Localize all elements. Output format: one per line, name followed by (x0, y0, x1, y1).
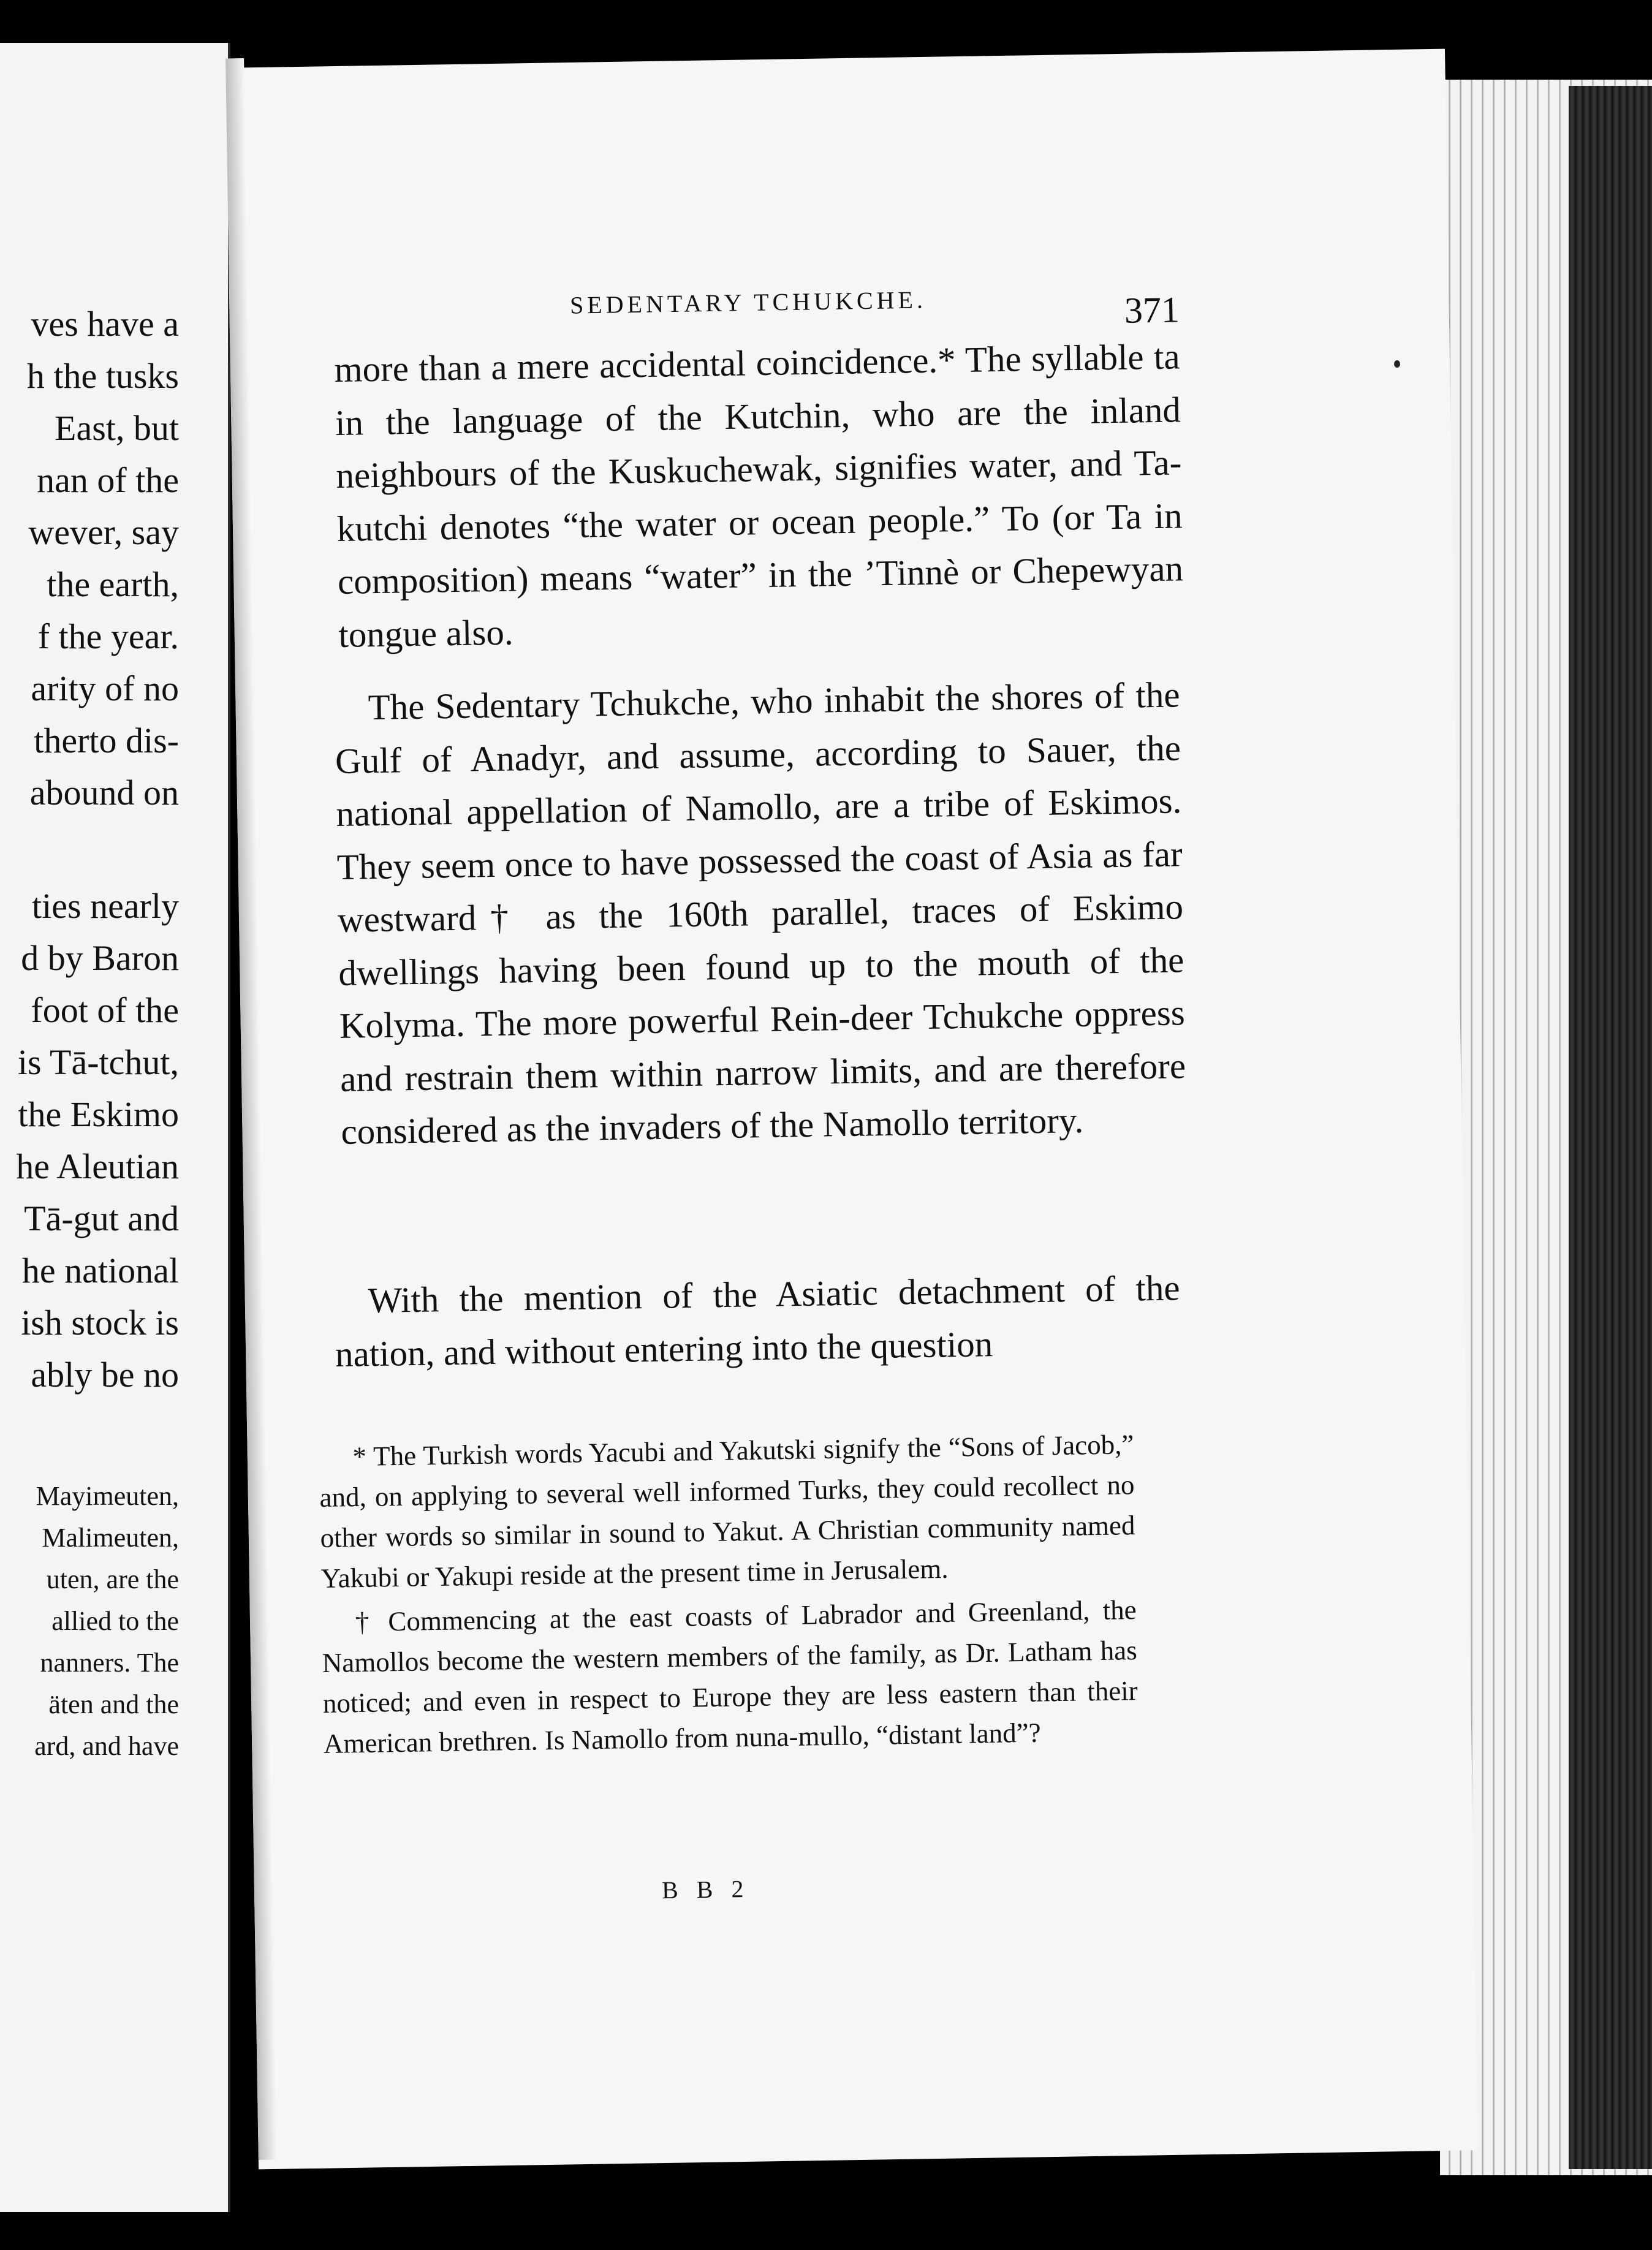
left-page-line: ish stock is (21, 1303, 179, 1343)
left-page-note-line: äten and the (48, 1689, 179, 1719)
left-page-line: Tā-gut and (24, 1199, 179, 1238)
signature-mark: B B 2 (661, 1874, 750, 1904)
left-page-line: he Aleutian (16, 1146, 179, 1186)
body-paragraph-2-text: The Sedentary Tchukche, who inhabit the shores of the Gulf of Anadyr, and assume, according to Sauer, the national appellation of Namollo, are a tribe of Eskimos. They seem once to have possessed the coast of Asia as far westward† as the 160th parallel, traces of Eskimo dwellings having been found up to the mouth of the Kolyma. The more powerful Rein-deer Tchukche oppress and restrain them within narrow limits, and are therefore considered as the invaders of the Namollo territory. (335, 674, 1186, 1152)
left-page-line: the Eskimo (18, 1094, 179, 1134)
footnote-2: † Commencing at the east coasts of Labrador and Greenland, the Namollos become the western members of the family, as Dr. Latham has noticed; and even in respect to Europe they are less eastern than their American brethren. Is Namollo from nuna-mullo, “distant land”? (322, 1594, 1139, 1759)
body-paragraph-1-text: more than a mere accidental coincidence.* The syllable ta in the language of the Kutchin, who are the inland neighbours of the Kuskuchewak, signifies water, and Ta-kutchi denotes “the water or ocean people.” To (or Ta in composition) means “water” in the ’Tinnè or Chepewyan tongue also. (334, 336, 1184, 655)
left-page-line: f the year. (37, 616, 179, 656)
footnote-1: * The Turkish words Yacubi and Yakutski signify the “Sons of Jacob,” and, on applying to several well informed Turks, they could recollect no other words so similar in sound to Yakut. A Christian community named Yakubi or Yakupi reside at the present time in Jerusalem. (319, 1429, 1135, 1594)
body-paragraph-3-text: With the mention of the Asiatic detachment of the nation, and without entering into the question (335, 1267, 1181, 1374)
book-cover-edge (1569, 86, 1652, 2169)
body-paragraph-3 (334, 1261, 1181, 1381)
left-page-note-line: allied to the (51, 1606, 179, 1636)
left-page-line: ves have a (31, 304, 179, 344)
left-page-line: arity of no (31, 669, 179, 708)
left-page-note-line: uten, are the (46, 1564, 179, 1594)
left-page-line: he national (21, 1251, 179, 1290)
left-page-line: d by Baron (21, 938, 179, 978)
previous-page-fragment (0, 43, 230, 2212)
left-page-line: foot of the (31, 990, 179, 1030)
left-page-line: therto dis- (34, 721, 179, 760)
left-page-line: the earth, (47, 564, 179, 604)
left-page-line: h the tusks (26, 356, 179, 396)
left-page-line: abound on (29, 773, 179, 813)
ink-spot (1394, 360, 1400, 368)
left-page-note-line: Mayimeuten, (36, 1481, 179, 1511)
footnotes (319, 1424, 1139, 1764)
body-paragraph-2 (334, 668, 1187, 1158)
left-page-line: is Tā-tchut, (17, 1042, 179, 1082)
left-page-line: ties nearly (32, 886, 179, 926)
left-page-line: nan of the (37, 460, 179, 500)
page-number: 371 (1124, 289, 1180, 331)
left-page-line: East, but (55, 408, 179, 448)
left-page-note-line: ard, and have (34, 1731, 179, 1761)
left-page-line: wever, say (28, 512, 179, 552)
left-page-note-line: Malimeuten, (42, 1523, 179, 1553)
left-page-note-line: nanners. The (40, 1648, 179, 1678)
left-page-line: ably be no (31, 1355, 179, 1395)
running-head: SEDENTARY TCHUKCHE. (569, 286, 927, 319)
body-paragraph-1 (334, 330, 1184, 661)
